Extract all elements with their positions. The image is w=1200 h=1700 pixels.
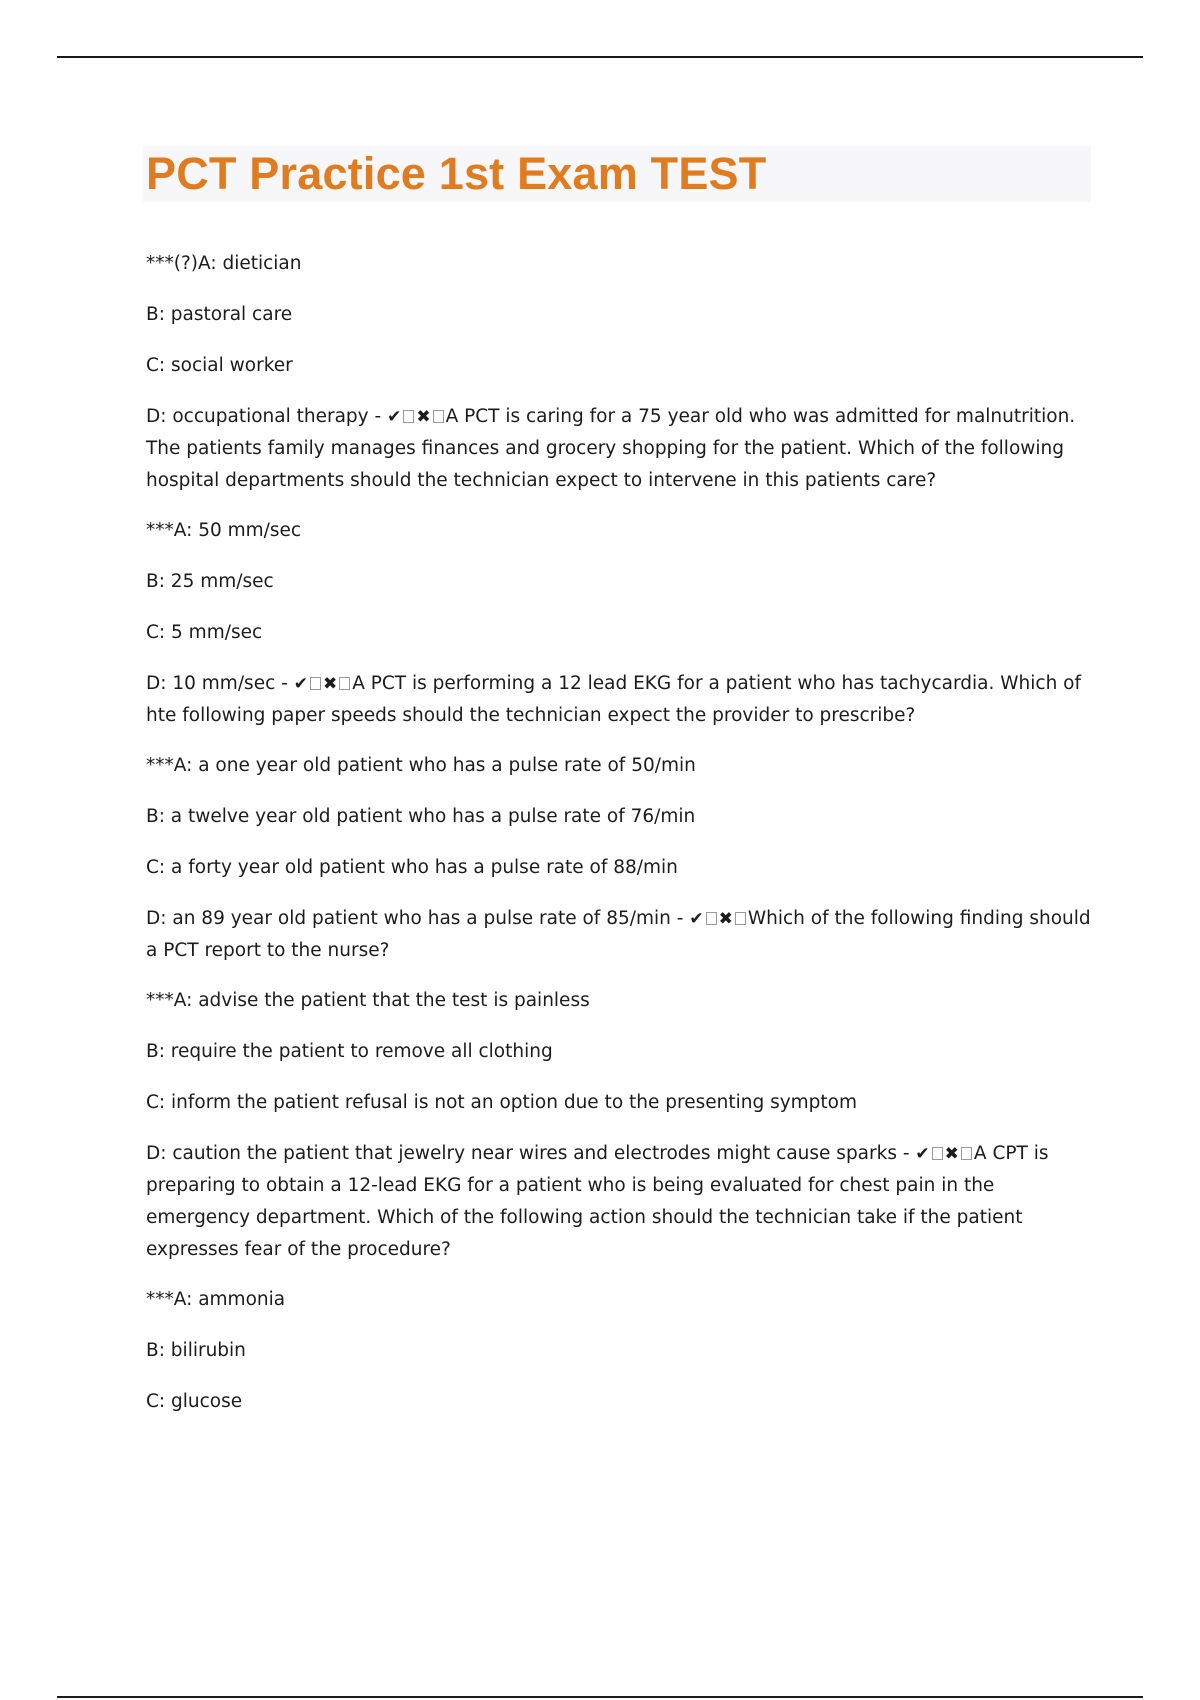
empty-box-icon: [433, 410, 444, 423]
empty-box-icon: [932, 1147, 943, 1160]
empty-box-icon: [961, 1147, 972, 1160]
q1-option-d-and-question: [146, 401, 1091, 497]
q5-option-b: B: bilirubin: [146, 1340, 246, 1361]
q3-option-b: B: a twelve year old patient who has a pulse rate of 76/min: [146, 806, 696, 827]
empty-box-icon: [310, 677, 321, 690]
cross-icon: ✖: [944, 1144, 959, 1164]
q1-option-a: ***(?)A: dietician: [146, 253, 302, 274]
document-title: PCT Practice 1st Exam TEST: [146, 148, 767, 199]
empty-box-icon: [339, 677, 350, 690]
empty-box-icon: [735, 912, 746, 925]
check-icon: ✔: [689, 909, 704, 929]
cross-icon: ✖: [718, 909, 733, 929]
bottom-rule: [57, 1696, 1143, 1698]
check-icon: ✔: [293, 674, 308, 694]
empty-box-icon: [403, 410, 414, 423]
document-body: [146, 248, 1091, 1437]
q3-option-d-and-question: [146, 903, 1091, 967]
q4-option-b: B: require the patient to remove all clothing: [146, 1041, 553, 1062]
q2-option-c: C: 5 mm/sec: [146, 622, 263, 643]
cross-icon: ✖: [322, 674, 338, 694]
q5-option-c: C: glucose: [146, 1391, 243, 1412]
q2-question: A PCT is performing a 12 lead EKG for a patient who has tachycardia. Which of hte following paper speeds should the technician expect the provider to prescribe?: [146, 673, 1082, 726]
q4-question: A CPT is preparing to obtain a 12-lead EKG for a patient who is being evaluated for chest pain in the emergency department. Which of the following action should the technician take if the patient expresses fear of the procedure?: [146, 1143, 1049, 1260]
empty-box-icon: [706, 912, 717, 925]
q2-option-a: ***A: 50 mm/sec: [146, 520, 302, 541]
q1-option-b: B: pastoral care: [146, 304, 293, 325]
cross-icon: ✖: [416, 407, 431, 427]
q4-option-a: ***A: advise the patient that the test is painless: [146, 990, 590, 1011]
q3-question: Which of the following finding should a PCT report to the nurse?: [146, 908, 1091, 961]
q5-option-a: ***A: ammonia: [146, 1289, 286, 1310]
q4-option-d: D: caution the patient that jewelry near wires and electrodes might cause sparks -: [146, 1143, 916, 1164]
q3-option-a: ***A: a one year old patient who has a pulse rate of 50/min: [146, 755, 696, 776]
q1-question: A PCT is caring for a 75 year old who was admitted for malnutrition. The patients family manages finances and grocery shopping for the patient. Which of the following hospital departments should the technician expect to intervene in this patients care?: [146, 406, 1076, 491]
check-icon: ✔: [915, 1144, 930, 1164]
top-rule: [57, 56, 1143, 58]
q2-option-d: D: 10 mm/sec -: [146, 673, 294, 694]
q1-option-d: D: occupational therapy -: [146, 406, 388, 427]
q4-option-d-and-question: [146, 1138, 1091, 1266]
check-icon: ✔: [387, 407, 402, 427]
q3-option-c: C: a forty year old patient who has a pulse rate of 88/min: [146, 857, 678, 878]
q1-option-c: C: social worker: [146, 355, 293, 376]
q2-option-b: B: 25 mm/sec: [146, 571, 274, 592]
q4-option-c: C: inform the patient refusal is not an option due to the presenting symptom: [146, 1092, 858, 1113]
q2-option-d-and-question: [146, 668, 1091, 732]
q3-option-d: D: an 89 year old patient who has a pulse rate of 85/min -: [146, 908, 690, 929]
